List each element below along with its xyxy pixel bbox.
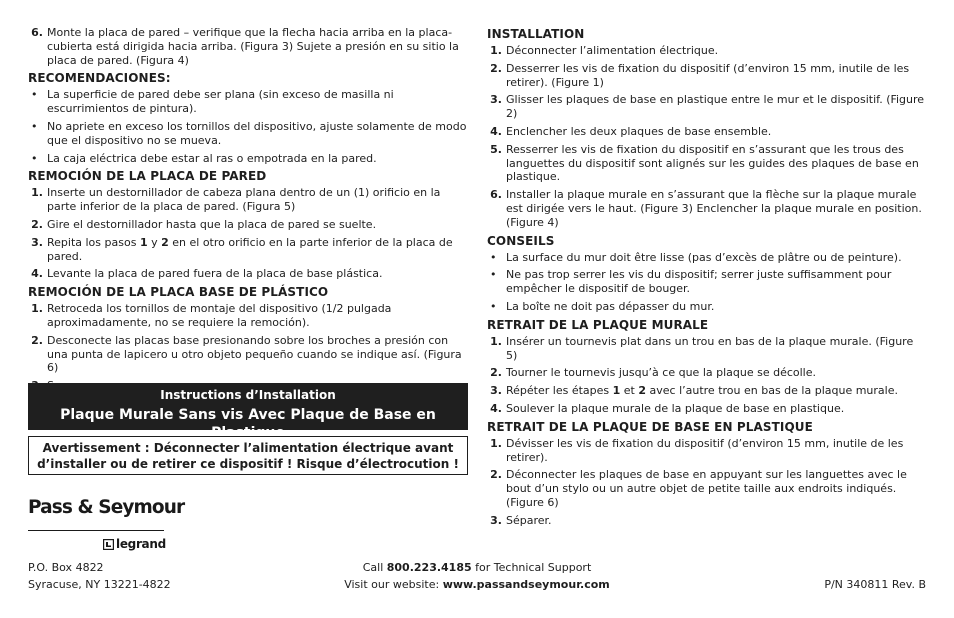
legrand-square-icon [103, 539, 114, 550]
fr-installation-step: 1. Déconnecter l’alimentation électrique. [490, 44, 719, 57]
fr-wallplate-removal-step: 1. Insérer un tournevis plat dans un trou en bas de la plaque murale. (Figure 5) [490, 334, 914, 362]
fr-conseil-item: • Ne pas trop serrer les vis du dispositif; serrer juste suffisamment pour empêcher le dispositif de bouger. [490, 268, 892, 296]
fr-baseplate-removal-step: 3. Séparer. [490, 513, 552, 527]
website-link[interactable]: www.passandseymour.com [442, 578, 610, 591]
bullet-icon: • [490, 268, 497, 282]
warning-box [28, 436, 468, 475]
fr-wallplate-removal-step: 3. Répéter les étapes 1 et 2 avec l’autre trou en bas de la plaque murale. [490, 384, 898, 398]
es-install-step-6 [28, 26, 468, 67]
fr-installation-step: 4. Enclencher les deux plaques de base ensemble. [490, 124, 772, 138]
bullet-icon: • [490, 299, 497, 313]
es-wallplate-removal-heading: REMOCIÓN DE LA PLACA DE PARED [28, 169, 267, 184]
fr-installation-step: 6. Installer la plaque murale en s’assurant que la flèche sur la plaque murale est dirigée vers le haut. (Figure 3) Enclencher la plaque murale en position. (Figure 4) [490, 188, 922, 229]
address-line-1: P.O. Box 4822 [28, 561, 104, 574]
es-recommendations-heading: RECOMENDACIONES: [28, 71, 171, 86]
part-number: P/N 340811 Rev. B [824, 578, 926, 591]
fr-wallplate-removal-step: 2. Tourner le tournevis jusqu’à ce que la plaque se décolle. [490, 366, 817, 380]
bullet-icon: • [490, 250, 497, 264]
es-baseplate-removal-step: 2. Desconecte las placas base presionando sobre los broches a presión con una punta de lapicero u otro objeto pequeño cuando se indique así. (Figura 6) [31, 333, 462, 375]
es-wallplate-removal-step: 4. Levante la placa de pared fuera de la placa de base plástica. [31, 267, 383, 281]
bullet-icon: • [31, 88, 38, 102]
footer-address [28, 559, 171, 593]
es-wallplate-removal-step: 3. Repita los pasos 1 y 2 en el otro orificio en la parte inferior de la placa de pared. [31, 235, 453, 263]
pass-seymour-logo: Pass & Seymour [28, 497, 185, 518]
step-text: Monte la placa de pared – verifique que la flecha hacia arriba en la placa-cubierta está dirigida hacia arriba. (Figura 3) Sujete a presión en su sitio la placa de pared. (Figura 4) [47, 26, 459, 67]
fr-installation-step: 3. Glisser les plaques de base en plastique entre le mur et le dispositif. (Figure 2) [490, 93, 925, 121]
legrand-wordmark: legrand [116, 537, 166, 551]
warning-line-1: Avertissement : Déconnecter l’alimentation électrique avant [42, 441, 454, 455]
address-line-2: Syracuse, NY 13221-4822 [28, 578, 171, 591]
bullet-icon: • [31, 119, 38, 133]
bullet-icon: • [31, 151, 38, 165]
fr-baseplate-removal-step: 1. Dévisser les vis de fixation du dispositif (d’environ 15 mm, inutile de les retirer). [490, 436, 904, 464]
fr-conseil-item: • La boîte ne doit pas dépasser du mur. [490, 299, 715, 313]
fr-conseil-item: • La surface du mur doit être lisse (pas d’excès de plâtre ou de peinture). [490, 250, 902, 264]
french-column [487, 26, 925, 532]
fr-installation-step: 2. Desserrer les vis de fixation du dispositif (d’environ 15 mm, inutile de les retirer). (Figure 1) [490, 61, 910, 89]
website-line: Visit our website: www.passandseymour.com [344, 578, 610, 591]
banner-subtitle: Instructions d’Installation [160, 388, 336, 402]
es-recommendation-item: • No apriete en exceso los tornillos del dispositivo, ajuste solamente de modo que el dispositivo no se mueva. [31, 119, 467, 147]
fr-wallplate-removal-step: 4. Soulever la plaque murale de la plaque de base en plastique. [490, 401, 845, 415]
banner-title: Plaque Murale Sans vis Avec Plaque de Base en Plastique [60, 407, 436, 441]
french-title-banner [28, 383, 468, 441]
fr-wallplate-removal-heading: RETRAIT DE LA PLAQUE MURALE [487, 317, 709, 332]
es-baseplate-removal-heading: REMOCIÓN DE LA PLACA BASE DE PLÁSTICO [28, 285, 329, 300]
warning-line-2: d’installer ou de retirer ce dispositif ! Risque d’électrocution ! [37, 457, 459, 471]
es-recommendation-item: • La caja eléctrica debe estar al ras o empotrada en la pared. [31, 151, 377, 165]
legrand-logo [103, 537, 166, 551]
fr-baseplate-removal-heading: RETRAIT DE LA PLAQUE DE BASE EN PLASTIQUE [487, 419, 813, 434]
es-baseplate-removal-step: 1. Retroceda los tornillos de montaje del dispositivo (1/2 pulgada aproximadamente, no se requiere la remoción). [31, 302, 392, 329]
spanish-column [28, 26, 468, 397]
fr-conseils-heading: CONSEILS [487, 233, 555, 248]
logo-divider [28, 530, 164, 531]
support-phone-line: Call 800.223.4185 for Technical Support [362, 561, 592, 574]
step-number: 6. [31, 26, 43, 39]
es-wallplate-removal-step: 2. Gire el destornillador hasta que la placa de pared se suelte. [31, 217, 377, 231]
fr-installation-heading: INSTALLATION [487, 27, 585, 41]
support-phone-number: 800.223.4185 [386, 561, 472, 574]
es-wallplate-removal-step: 1. Inserte un destornillador de cabeza plana dentro de un (1) orificio en la parte inferior de la placa de pared. (Figura 5) [31, 186, 441, 214]
fr-installation-step: 5. Resserrer les vis de fixation du dispositif en s’assurant que les trous des languettes du dispositif sont alignés sur les guides des plaques de base en plastique. [490, 142, 919, 184]
fr-baseplate-removal-step: 2. Déconnecter les plaques de base en appuyant sur les languettes avec le bout d’un stylo ou un autre objet de petite taille aux endroits indiqués. (Figure 6) [490, 468, 907, 509]
es-recommendation-item: • La superficie de pared debe ser plana (sin exceso de masilla ni escurrimientos de pintura). [31, 88, 394, 116]
footer-support [300, 559, 654, 593]
